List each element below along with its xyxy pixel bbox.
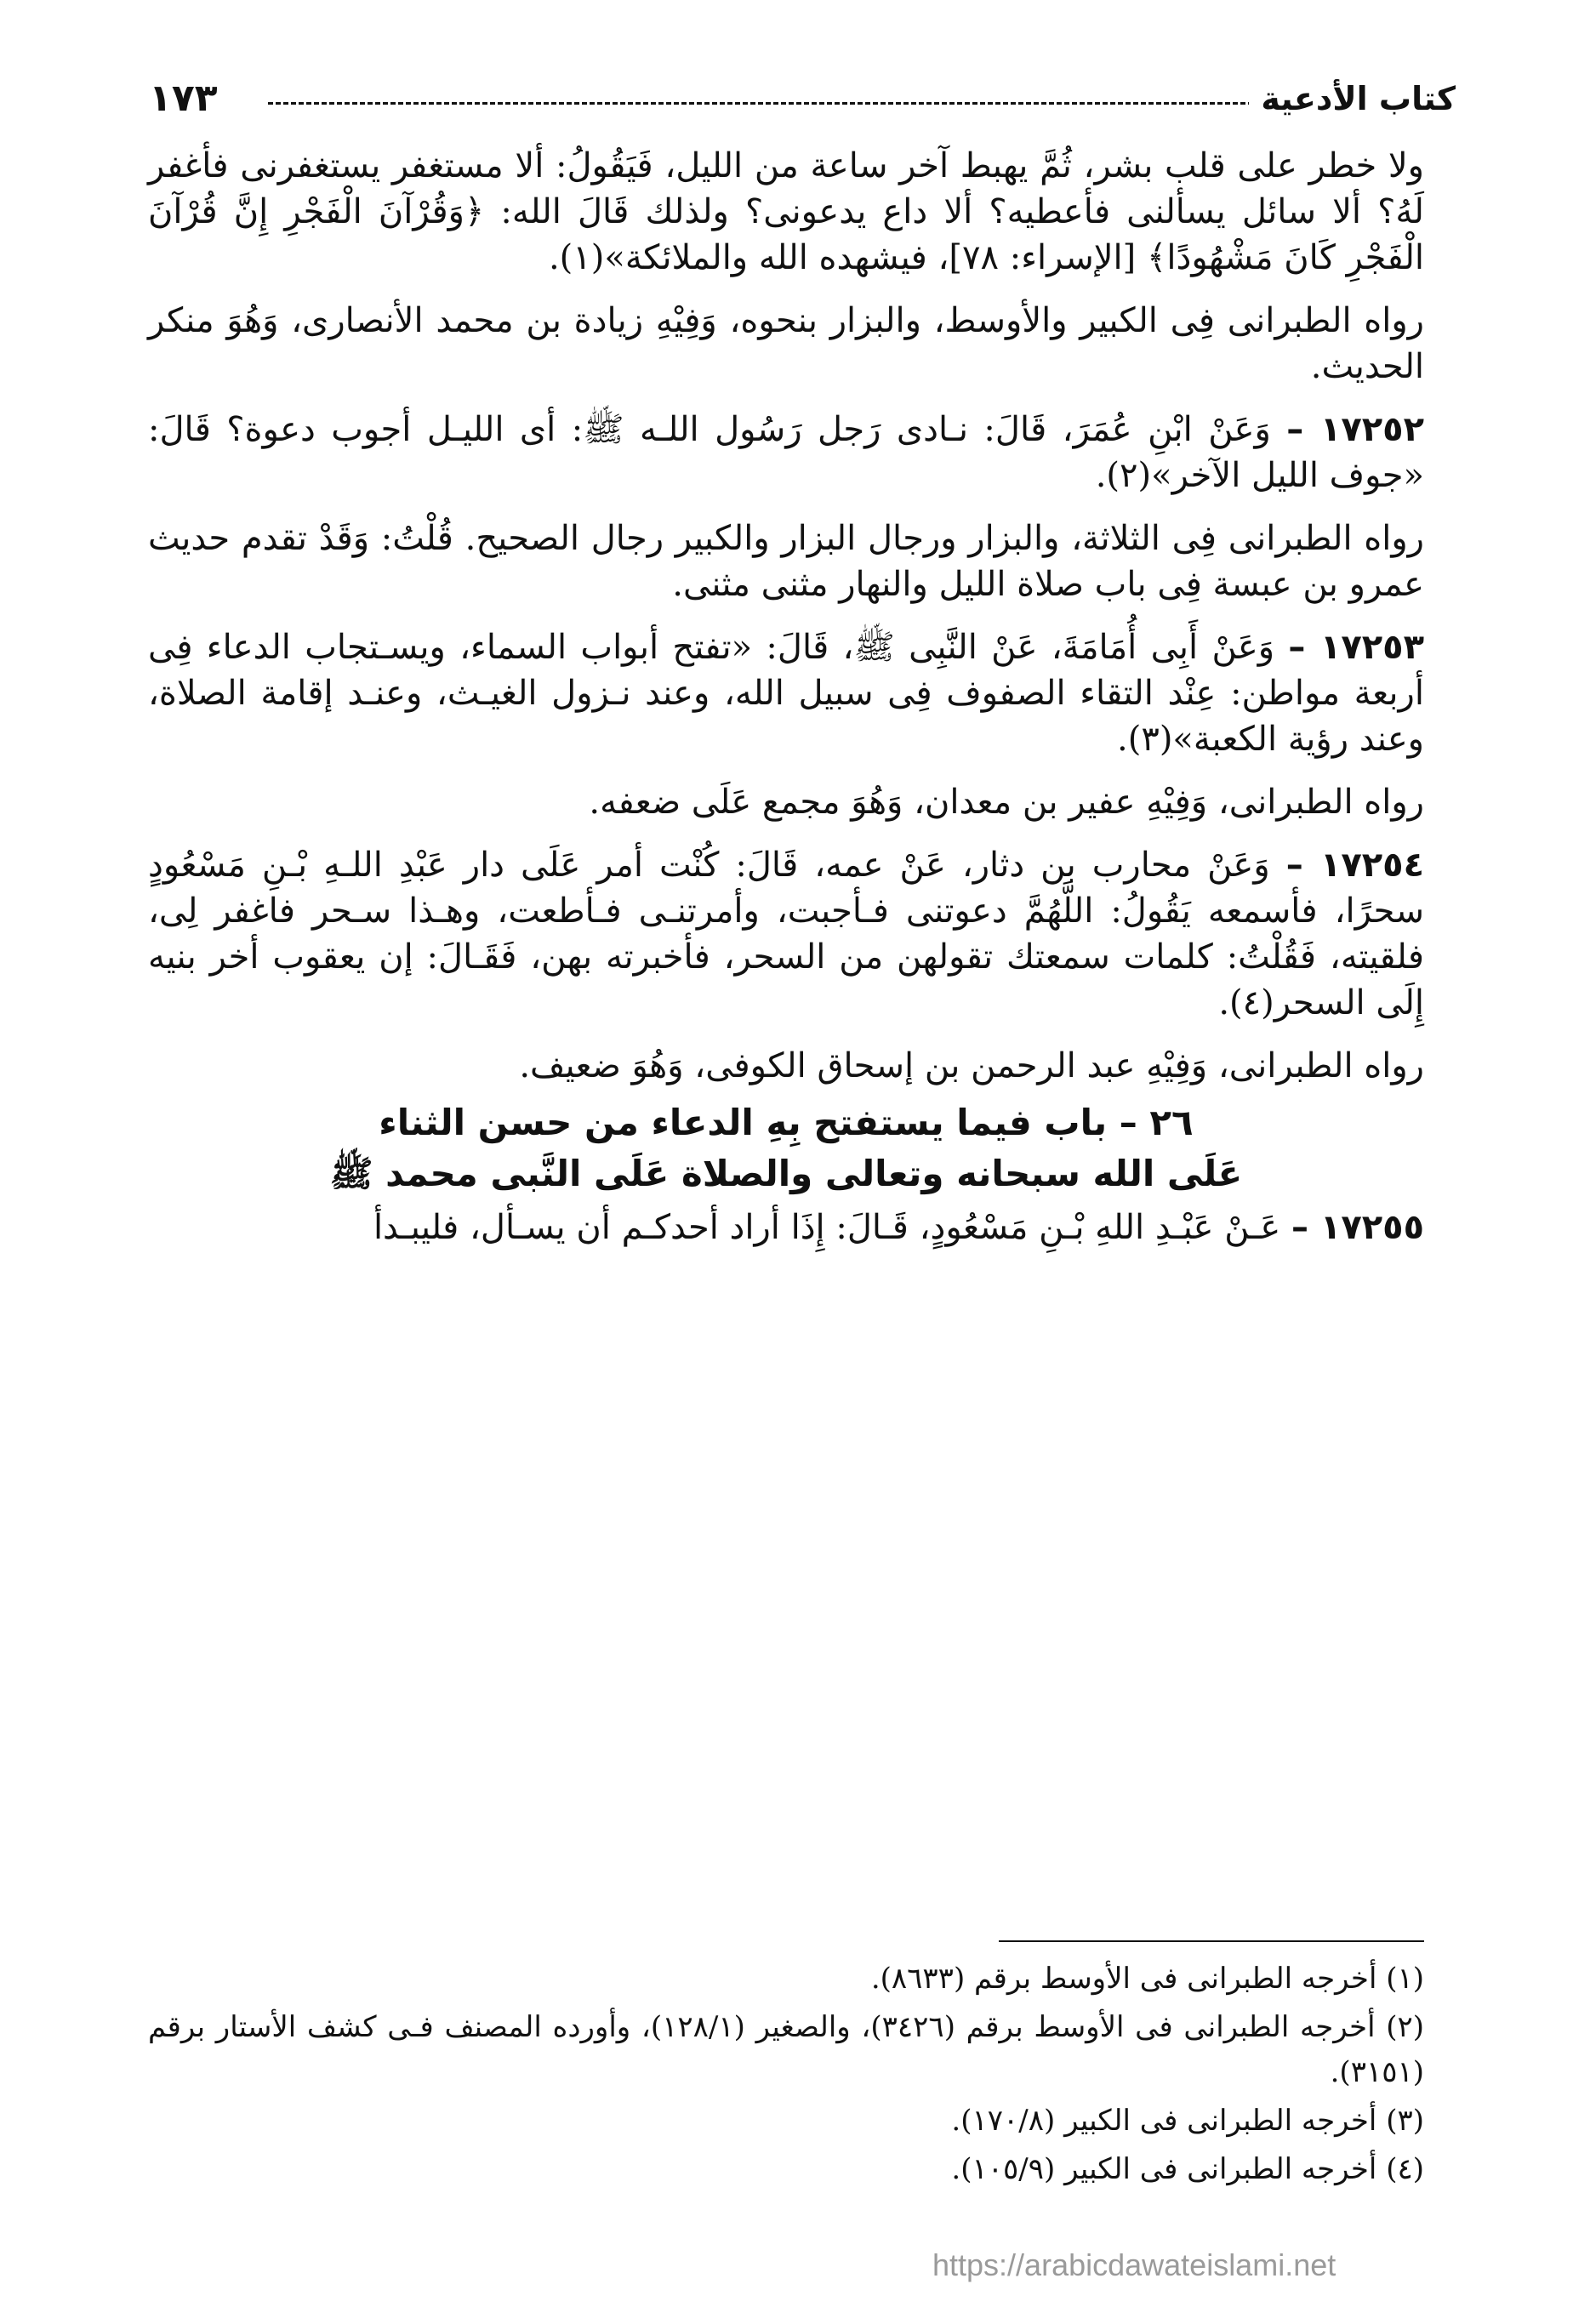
hadith-text: وَعَنْ محارب بن دثار، عَنْ عمه، قَالَ: كُنْت أمر عَلَى دار عَبْدِ اللـهِ بْـنِ مَسْعُودٍ سحرًا، فأسمعه يَقُولُ: اللَّهُمَّ دعوتنى فـأجبت، وأمرتنـى فـأطعت، وهـذا سـحر فاغفر لِى، فلقيته، فَقُلْتُ: كلمات سمعتك تقولهن من السحر، فأخبرته بهن، فَقَـالَ: إن يعقوب أخر بنيه إِلَى السحر(٤). [148, 846, 1425, 1022]
hadith-17252 [148, 407, 1424, 498]
footnote-separator [999, 1940, 1424, 1942]
footnotes [148, 1957, 1424, 2196]
page-number: ١٧٣ [149, 77, 230, 120]
paragraph-commentary: رواه الطبرانى، وَفِيْهِ عفير بن معدان، وَهُوَ مجمع عَلَى ضعفه. [589, 783, 1424, 822]
footnote-2: (٢) أخرجه الطبرانى فى الأوسط برقم (٣٤٢٦)، والصغير (١٢٨/١)، وأورده المصنف فـى كشف الأستار برقم (٣١٥١). [148, 2010, 1424, 2089]
hadith-number: ١٧٢٥٣ – [1288, 628, 1424, 667]
footnote-1: (١) أخرجه الطبرانى فى الأوسط برقم (٨٦٣٣). [870, 1962, 1424, 1996]
hadith-number: ١٧٢٥٥ – [1291, 1208, 1424, 1247]
main-text [148, 143, 1424, 1256]
hadith-number: ١٧٢٥٤ – [1285, 846, 1424, 885]
footnote-4: (٤) أخرجه الطبرانى فى الكبير (١٠٥/٩). [951, 2152, 1424, 2186]
hadith-text: وَعَنْ أَبِى أُمَامَةَ، عَنْ النَّبِى ﷺ، قَالَ: «تفتح أبواب السماء، ويسـتجاب الدعاء فِى أربعة مواطن: عِنْد التقاء الصفوف فِى سبيل الله، وعند نـزول الغيـث، وعنـد إقامة الصلاة، وعند رؤية الكعبة»(٣). [148, 628, 1424, 759]
chapter-heading-line-1: ٢٦ – باب فيما يستفتح بِهِ الدعاء من حسن الثناء [379, 1102, 1194, 1143]
hadith-17254 [148, 842, 1424, 1026]
paragraph-commentary: رواه الطبرانى فِى الكبير والأوسط، والبزار بنحوه، وَفِيْهِ زيادة بن محمد الأنصارى، وَهُوَ منكر الحديث. [148, 301, 1424, 386]
paragraph-commentary: رواه الطبرانى فِى الثلاثة، والبزار ورجال البزار والكبير رجال الصحيح. قُلْتُ: وَقَدْ تقدم حديث عمرو بن عبسة فِى باب صلاة الليل والنهار مثنى مثنى. [148, 519, 1424, 604]
running-head [149, 73, 1456, 128]
footnote-3: (٣) أخرجه الطبرانى فى الكبير (١٧٠/٨). [951, 2104, 1424, 2138]
watermark-url: https://arabicdawateislami.net [932, 2247, 1336, 2282]
paragraph-continuation: ولا خطر على قلب بشر، ثُمَّ يهبط آخر ساعة من الليل، فَيَقُولُ: ألا مستغفر يستغفرنى فأغفر لَهُ؟ ألا سائل يسألنى فأعطيه؟ ألا داع يدعونى؟ ولذلك قَالَ الله: ﴿وَقُرْآنَ الْفَجْرِ إِنَّ قُرْآنَ الْفَجْرِ كَانَ مَشْهُودًا﴾ [الإسراء: ٧٨]، فيشهده الله والملائكة»(١). [148, 146, 1424, 277]
chapter-heading [148, 1097, 1424, 1199]
book-title: كتاب الأدعية [1249, 80, 1456, 117]
paragraph-commentary: رواه الطبرانى، وَفِيْهِ عبد الرحمن بن إسحاق الكوفى، وَهُوَ ضعيف. [519, 1046, 1424, 1085]
hadith-text: عَـنْ عَبْـدِ اللهِ بْـنِ مَسْعُودٍ، قَـالَ: إِذَا أراد أحدكـم أن يسـأل، فليبـدأ [373, 1208, 1281, 1247]
hadith-17255 [148, 1205, 1424, 1250]
hadith-17253 [148, 624, 1424, 762]
hadith-text: وَعَنْ ابْنِ عُمَرَ، قَالَ: نـادى رَجل رَسُول اللـه ﷺ: أى الليـل أجوب دعوة؟ قَالَ: «جوف الليل الآخر»(٢). [148, 410, 1424, 495]
chapter-heading-line-2: عَلَى الله سبحانه وتعالى والصلاة عَلَى النَّبى محمد ﷺ [329, 1153, 1243, 1194]
dashed-rule [268, 102, 1268, 105]
hadith-number: ١٧٢٥٢ – [1286, 410, 1424, 449]
